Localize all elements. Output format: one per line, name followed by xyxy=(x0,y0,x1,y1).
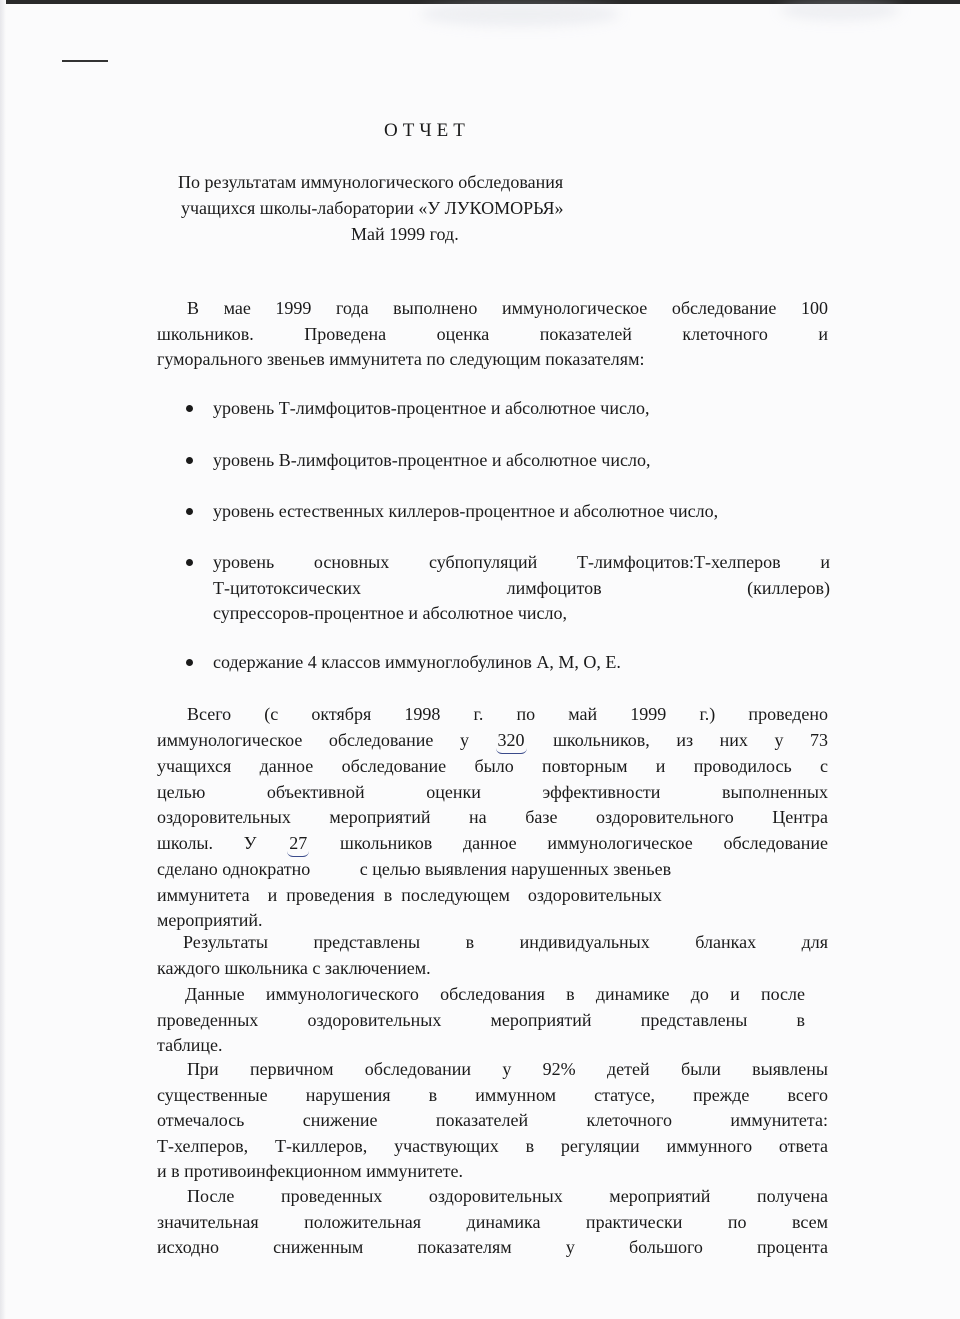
text-fragment: иммунологическое обследование у xyxy=(157,729,469,750)
text-line: школьников. Проведена оценка показателей клеточного и xyxy=(157,323,828,344)
bleed-through-smudge xyxy=(780,0,900,20)
intro-paragraph xyxy=(157,296,828,373)
text-line: оздоровительных мероприятий на базе оздоровительного Центра xyxy=(157,807,828,827)
text-line: сделано однократно с целью выявления нарушенных звеньев xyxy=(157,859,672,879)
text-fragment: школьников данное иммунологическое обследование xyxy=(340,832,829,853)
text-fragment: школы. У xyxy=(157,832,257,853)
text-line: целью объективной оценки эффективности выполненных xyxy=(157,781,828,802)
text-line: мероприятий. xyxy=(157,910,263,930)
text-line: иммунитета и проведения в последующем оздоровительных xyxy=(157,884,662,905)
text-line xyxy=(157,728,828,755)
text-line: отмечалось снижение показателей клеточного иммунитета: xyxy=(157,1110,828,1130)
list-item-text: уровень Т-лимфоцитов-процентное и абсолютное число, xyxy=(213,398,650,418)
total-paragraph xyxy=(157,702,828,934)
list-item-text: уровень естественных киллеров-процентное и абсолютное число, xyxy=(213,501,719,521)
stray-pen-mark xyxy=(62,60,108,62)
text-line: и в противоинфекционном иммунитете. xyxy=(157,1161,464,1181)
text-line: Результаты представлены в индивидуальных бланках для xyxy=(183,932,828,952)
text-line: исходно сниженным показателям у большого процента xyxy=(157,1237,828,1257)
handwritten-underline-27: 27 xyxy=(287,831,309,858)
list-item-text: уровень В-лимфоцитов-процентное и абсолютное число, xyxy=(213,450,651,470)
list-item-text: содержание 4 классов иммуноглобулинов А, М, О, Е. xyxy=(213,652,621,672)
after-measures-paragraph xyxy=(157,1184,828,1261)
subtitle-line-3: Май 1999 год. xyxy=(351,224,459,244)
text-line: Т-цитотоксических лимфоцитов (киллеров) xyxy=(213,577,830,598)
bullet-icon xyxy=(186,508,193,515)
text-line: каждого школьника с заключением. xyxy=(157,957,431,978)
text-fragment: школьников, из них у 73 xyxy=(553,729,828,750)
text-line: Всего (с октября 1998 г. по май 1999 г.) проведено xyxy=(187,704,828,724)
text-line: Данные иммунологического обследования в динамике до и после xyxy=(185,984,805,1004)
bullet-icon xyxy=(186,457,193,464)
text-line: гуморального звеньев иммунитета по следующим показателям: xyxy=(157,349,645,369)
text-line: супрессоров-процентное и абсолютное число, xyxy=(213,603,567,623)
bullet-icon xyxy=(186,405,193,412)
bullet-icon xyxy=(186,659,193,666)
bleed-through-smudge xyxy=(420,2,620,26)
text-line: уровень основных субпопуляций Т-лимфоцитов:Т-хелперов и xyxy=(213,552,830,572)
bullet-icon xyxy=(186,559,193,566)
text-line: существенные нарушения в иммунном статусе, прежде всего xyxy=(157,1084,828,1105)
scan-left-edge xyxy=(0,0,6,1319)
text-line: таблице. xyxy=(157,1035,223,1055)
text-line: Т-хелперов, Т-киллеров, участвующих в регуляции иммунного ответа xyxy=(157,1135,828,1156)
text-line: В мае 1999 года выполнено иммунологическое обследование 100 xyxy=(187,298,828,318)
primary-exam-paragraph xyxy=(157,1057,828,1185)
subtitle-line-1: По результатам иммунологического обследования xyxy=(178,172,564,192)
document-title: ОТЧЕТ xyxy=(384,120,470,141)
handwritten-underline-320: 320 xyxy=(496,728,527,755)
text-line: значительная положительная динамика практически по всем xyxy=(157,1211,828,1232)
list-item-text xyxy=(213,550,830,627)
subtitle-line-2: учащихся школы-лаборатории «У ЛУКОМОРЬЯ» xyxy=(181,198,564,218)
text-line xyxy=(157,831,828,858)
text-line: После проведенных оздоровительных мероприятий получена xyxy=(187,1186,828,1206)
text-line: учащихся данное обследование было повторным и проводилось с xyxy=(157,756,828,776)
text-line: проведенных оздоровительных мероприятий представлены в xyxy=(157,1009,805,1030)
text-line: При первичном обследовании у 92% детей были выявлены xyxy=(187,1059,828,1079)
results-paragraph xyxy=(157,930,828,981)
dynamics-paragraph xyxy=(157,982,805,1059)
